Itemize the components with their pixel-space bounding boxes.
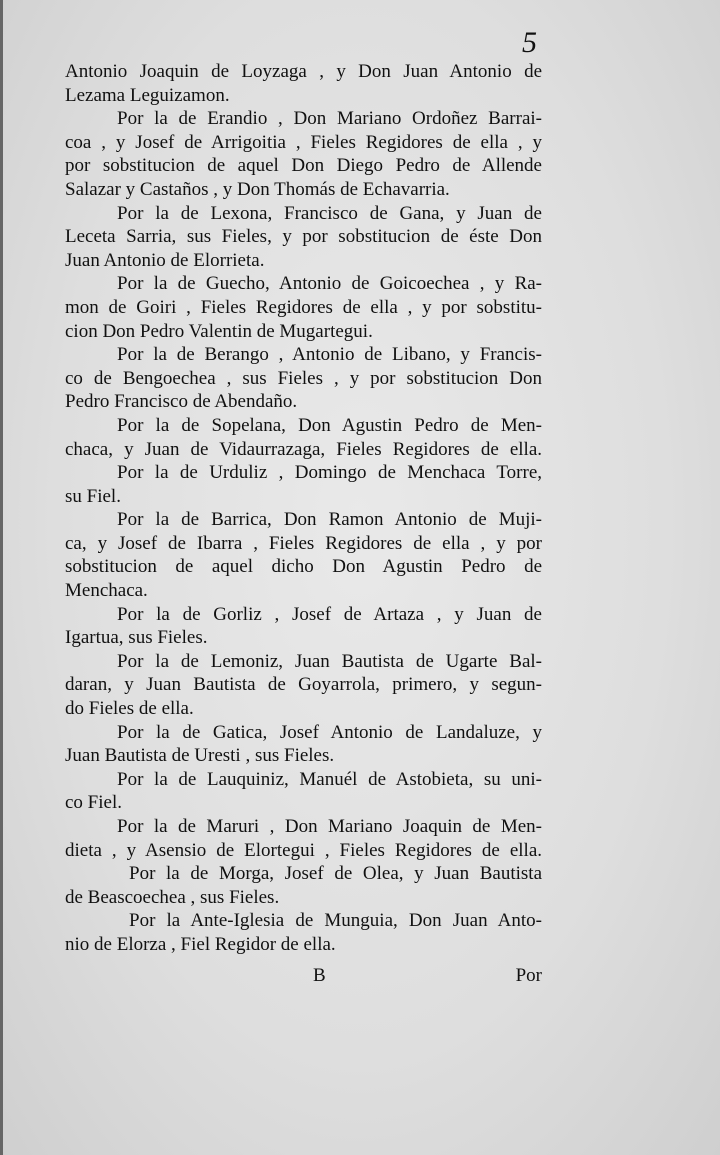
text-line: Por la de Lexona, Francisco de Gana, y Juan de	[117, 202, 542, 224]
text-line: Por la de Lauquiniz, Manuél de Astobieta, su uni-	[117, 768, 542, 790]
text-line: chaca, y Juan de Vidaurrazaga, Fieles Regidores de ella.	[65, 438, 542, 460]
signature-mark: B	[313, 965, 326, 986]
text-line: daran, y Juan Bautista de Goyarrola, primero, y segun-	[65, 674, 542, 696]
text-line: Juan Antonio de Elorrieta.	[65, 249, 265, 271]
text-line: Antonio Joaquin de Loyzaga , y Don Juan Antonio de	[65, 61, 542, 82]
text-line: Por la de Gatica, Josef Antonio de Landaluze, y	[117, 721, 542, 743]
text-line: Por la de Morga, Josef de Olea, y Juan Bautista	[129, 863, 542, 885]
text-line: Lezama Leguizamon.	[65, 84, 230, 106]
text-line: Por la de Barrica, Don Ramon Antonio de Muji-	[117, 509, 542, 531]
text-line: ca, y Josef de Ibarra , Fieles Regidores de ella , y por	[65, 532, 542, 554]
text-line: Por la de Urduliz , Domingo de Menchaca Torre,	[117, 462, 542, 484]
text-line: mon de Goiri , Fieles Regidores de ella , y por sobstitu-	[65, 296, 542, 318]
text-line: dieta , y Asensio de Elortegui , Fieles Regidores de ella.	[65, 839, 542, 861]
catchword: Por	[515, 965, 542, 986]
text-line: Por la de Berango , Antonio de Libano, y Francis-	[117, 344, 542, 366]
text-line: por sobstitucion de aquel Don Diego Pedro de Allende	[65, 155, 542, 177]
text-line: su Fiel.	[65, 485, 121, 507]
text-line: Pedro Francisco de Abendaño.	[65, 391, 298, 413]
text-line: sobstitucion de aquel dicho Don Agustin Pedro de	[65, 556, 542, 578]
text-line: nio de Elorza , Fiel Regidor de ella.	[65, 933, 336, 955]
text-line: Por la de Guecho, Antonio de Goicoechea , y Ra-	[117, 273, 542, 295]
text-line: Igartua, sus Fieles.	[65, 627, 208, 649]
text-line: de Beascoechea , sus Fieles.	[65, 886, 280, 908]
text-line: Por la Ante-Iglesia de Munguia, Don Juan Anto-	[129, 910, 542, 932]
text-line: cion Don Pedro Valentin de Mugartegui.	[65, 320, 373, 342]
body-text	[65, 60, 542, 957]
page-footer	[65, 965, 542, 991]
text-line: co de Bengoechea , sus Fieles , y por sobstitucion Don	[65, 367, 542, 389]
text-line: Por la de Lemoniz, Juan Bautista de Ugarte Bal-	[117, 650, 542, 672]
text-line: Por la de Sopelana, Don Agustin Pedro de Men-	[117, 414, 542, 436]
text-line: Por la de Gorliz , Josef de Artaza , y Juan de	[117, 603, 542, 625]
text-line: Menchaca.	[65, 580, 148, 602]
text-line: Juan Bautista de Uresti , sus Fieles.	[65, 745, 335, 767]
folio-number: 5	[522, 26, 537, 59]
page-edge-shadow	[0, 0, 3, 1155]
text-line: Por la de Maruri , Don Mariano Joaquin de Men-	[117, 816, 542, 837]
text-line: Salazar y Castaños , y Don Thomás de Echavarria.	[65, 178, 450, 200]
text-line: Por la de Erandio , Don Mariano Ordoñez Barrai-	[117, 108, 542, 130]
text-line: co Fiel.	[65, 792, 122, 814]
text-line: coa , y Josef de Arrigoitia , Fieles Regidores de ella , y	[65, 131, 542, 153]
text-line: do Fieles de ella.	[65, 698, 194, 720]
text-line: Leceta Sarria, sus Fieles, y por sobstitucion de éste Don	[65, 226, 542, 248]
